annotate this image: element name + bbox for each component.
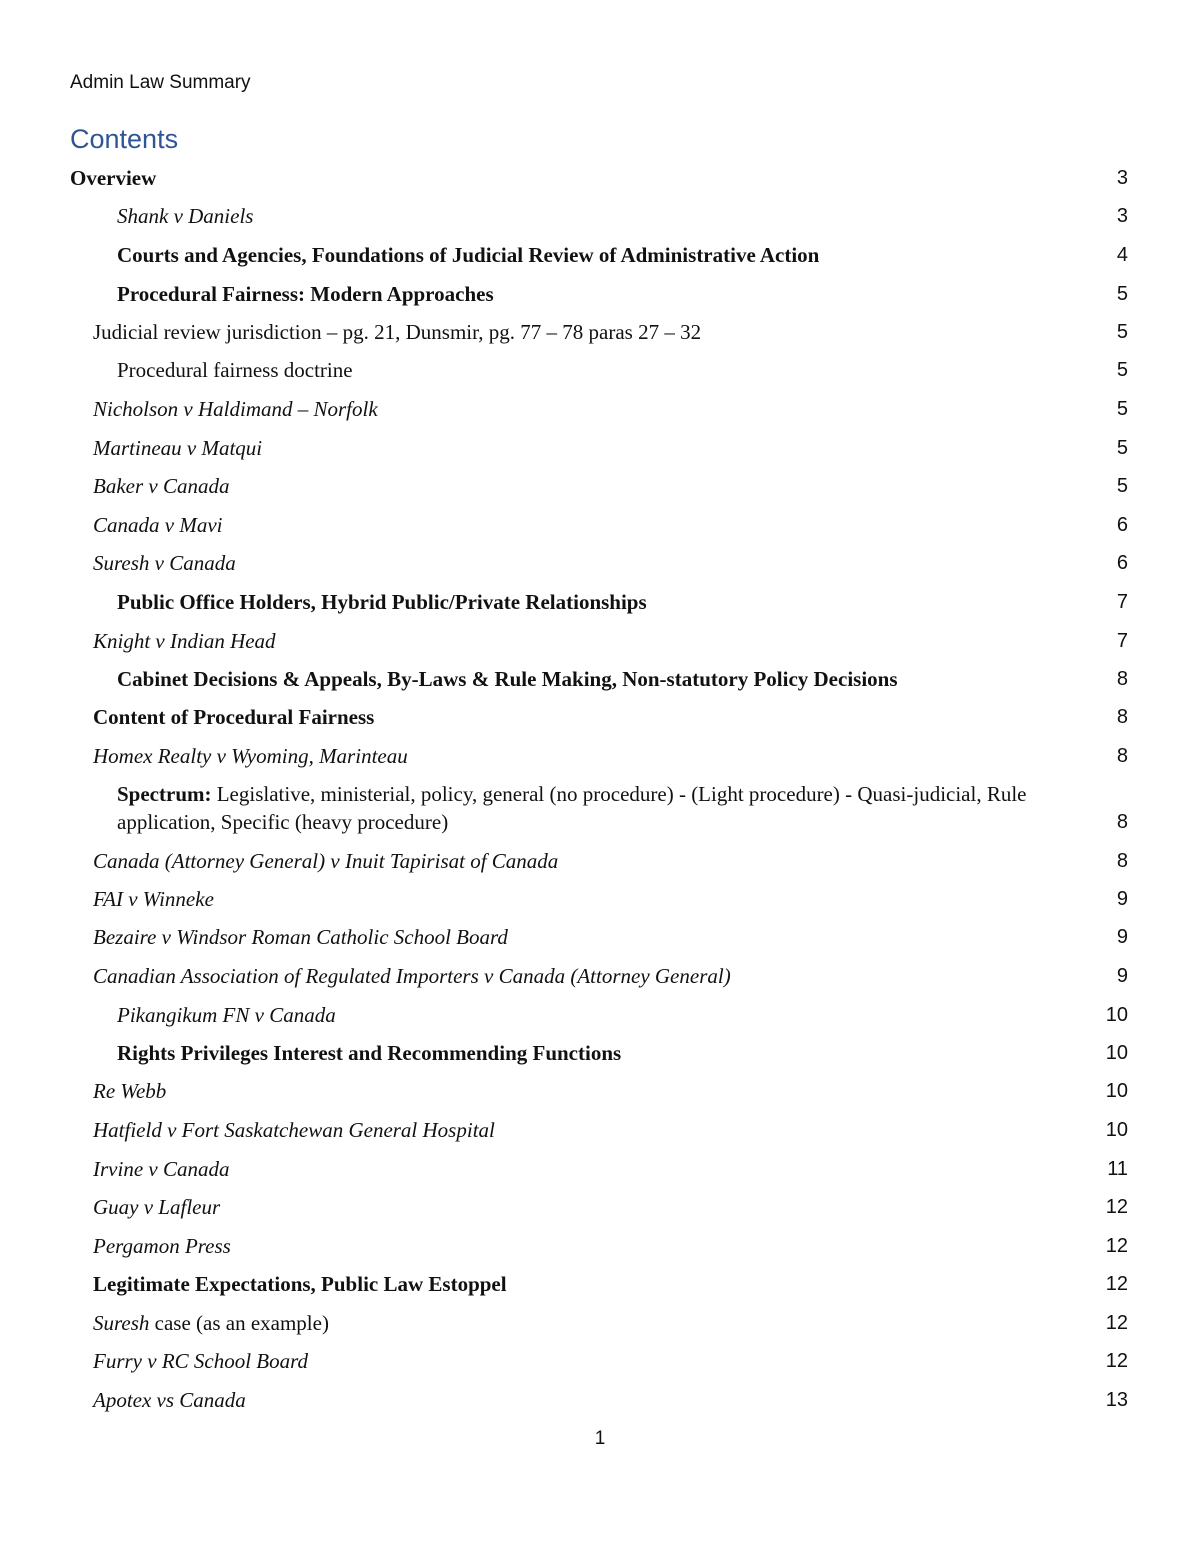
contents-heading: Contents: [70, 124, 179, 154]
toc-entry-title: Legitimate Expectations, Public Law Estoppel: [93, 1272, 507, 1296]
toc-entry-page: 3: [1116, 205, 1128, 227]
toc-entry-page: 10: [1105, 1004, 1128, 1026]
toc-entry-title: Cabinet Decisions & Appeals, By-Laws & Rule Making, Non-statutory Policy Decisions: [117, 667, 898, 691]
toc-entry-title: Content of Procedural Fairness: [93, 705, 375, 729]
toc-entry-page: 7: [1116, 630, 1128, 652]
toc-entry-title: Apotex vs Canada: [93, 1388, 246, 1412]
toc-entry-title: Homex Realty v Wyoming, Marinteau: [93, 744, 408, 768]
toc-entry-title: [117, 780, 1092, 836]
toc-entry-title: Knight v Indian Head: [93, 629, 276, 653]
toc-entry-page: 12: [1105, 1312, 1128, 1334]
toc-entry-page: 12: [1105, 1235, 1128, 1257]
toc-entry-page: 8: [1116, 706, 1128, 728]
toc-entry-page: 5: [1116, 398, 1128, 420]
toc-entry-page: 10: [1105, 1119, 1128, 1141]
toc-entry-description: case (as an example): [149, 1311, 329, 1335]
toc-entry-title: Canadian Association of Regulated Importers v Canada (Attorney General): [93, 964, 731, 988]
toc-entry-title: Pergamon Press: [93, 1234, 231, 1258]
toc-entry-title: Nicholson v Haldimand – Norfolk: [93, 397, 378, 421]
toc-entry-title: Furry v RC School Board: [93, 1349, 309, 1373]
toc-entry-title: Suresh v Canada: [93, 551, 236, 575]
toc-entry-description: Legislative, ministerial, policy, general (no procedure) - (Light procedure) - Quasi-judicial, Rule application, Specific (heavy procedure): [117, 782, 1027, 834]
toc-entry-label: Spectrum:: [117, 782, 212, 806]
toc-entry-page: 5: [1116, 283, 1128, 305]
toc-entry-page: 11: [1107, 1158, 1128, 1180]
toc-entry-title: Pikangikum FN v Canada: [117, 1003, 336, 1027]
toc-entry-page: 9: [1116, 888, 1128, 910]
toc-entry-page: 5: [1116, 475, 1128, 497]
toc-entry-page: 13: [1105, 1389, 1128, 1411]
toc-entry-title: Canada v Mavi: [93, 513, 223, 537]
toc-entry-page: 5: [1116, 359, 1128, 381]
toc-entry-page: 7: [1116, 591, 1128, 613]
toc-entry-page: 12: [1105, 1350, 1128, 1372]
toc-entry-page: 5: [1116, 321, 1128, 343]
toc-entry-page: 8: [1116, 745, 1128, 767]
toc-entry-page: 10: [1105, 1042, 1128, 1064]
toc-entry-page: 6: [1116, 552, 1128, 574]
toc-entry-page: 5: [1116, 437, 1128, 459]
toc-entry-title: Shank v Daniels: [117, 204, 254, 228]
toc-entry-page: 12: [1105, 1196, 1128, 1218]
toc-entry-page: 6: [1116, 514, 1128, 536]
toc-entry-page: 8: [1116, 668, 1128, 690]
toc-entry-title: [93, 1309, 1083, 1337]
toc-entry-page: 9: [1116, 926, 1128, 948]
toc-entry-page: 8: [1116, 850, 1128, 872]
toc-entry-page: 9: [1116, 965, 1128, 987]
toc-entry-page: 10: [1105, 1080, 1128, 1102]
toc-entry-page: 4: [1116, 244, 1128, 266]
toc-entry-title: Overview: [70, 166, 157, 190]
toc-entry-title: Martineau v Matqui: [93, 436, 263, 460]
toc-entry-page: 12: [1105, 1273, 1128, 1295]
toc-entry-page: 8: [1116, 811, 1128, 833]
page-number: 1: [594, 1428, 606, 1449]
toc-entry-title: Guay v Lafleur: [93, 1195, 221, 1219]
toc-entry-case-name: Suresh: [93, 1311, 150, 1335]
toc-entry-title: Baker v Canada: [93, 474, 230, 498]
toc-entry-page: 3: [1116, 167, 1128, 189]
toc-entry-title: Bezaire v Windsor Roman Catholic School Board: [93, 925, 508, 949]
toc-entry-title: Procedural fairness doctrine: [117, 358, 353, 382]
toc-entry-title: Irvine v Canada: [93, 1157, 230, 1181]
document-header: Admin Law Summary: [70, 72, 251, 93]
toc-entry-title: Hatfield v Fort Saskatchewan General Hospital: [93, 1118, 495, 1142]
toc-entry-title: Courts and Agencies, Foundations of Judicial Review of Administrative Action: [117, 243, 820, 267]
toc-entry-title: Public Office Holders, Hybrid Public/Private Relationships: [117, 590, 647, 614]
toc-entry-title: FAI v Winneke: [93, 887, 214, 911]
toc-entry-title: Judicial review jurisdiction – pg. 21, Dunsmir, pg. 77 – 78 paras 27 – 32: [93, 320, 702, 344]
toc-entry-title: Procedural Fairness: Modern Approaches: [117, 282, 494, 306]
toc-entry-title: Canada (Attorney General) v Inuit Tapirisat of Canada: [93, 849, 559, 873]
toc-entry-title: Rights Privileges Interest and Recommending Functions: [117, 1041, 622, 1065]
toc-entry-title: Re Webb: [93, 1079, 167, 1103]
